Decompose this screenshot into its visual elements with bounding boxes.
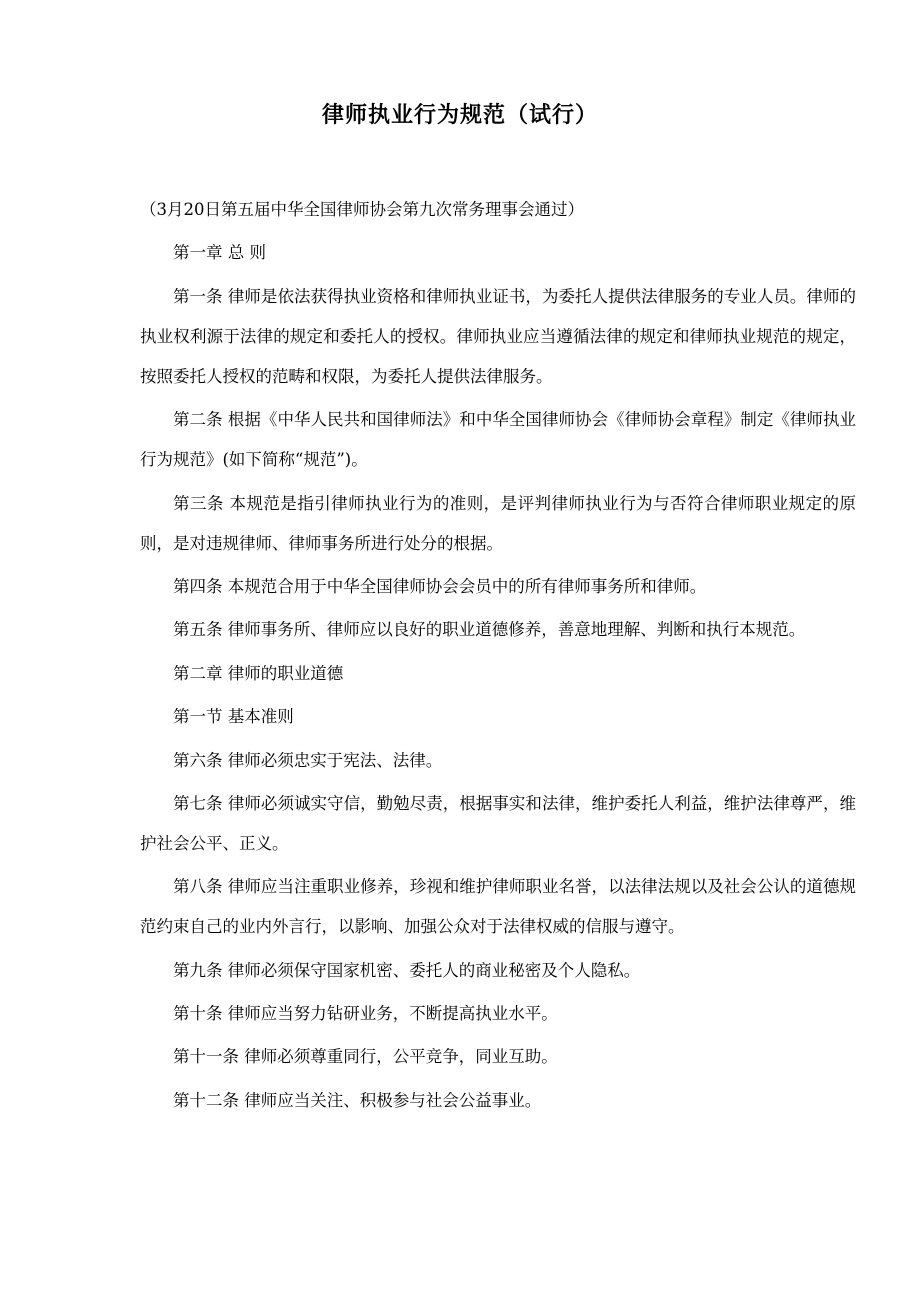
article-paragraph: 第七条 律师必须诚实守信，勤勉尽责，根据事实和法律，维护委托人利益，维护法律尊严，维护社会公平、正义。 xyxy=(140,793,856,853)
article-paragraph: 第十条 律师应当努力钻研业务，不断提高执业水平。 xyxy=(173,1004,558,1024)
article-paragraph: 第八条 律师应当注重职业修养，珍视和维护律师职业名誉，以法律法规以及社会公认的道德规范约束自己的业内外言行，以影响、加强公众对于法律权威的信服与遵守。 xyxy=(140,877,856,937)
article-paragraph: 第六条 律师必须忠实于宪法、法律。 xyxy=(173,750,443,770)
article-paragraph: 第一条 律师是依法获得执业资格和律师执业证书，为委托人提供法律服务的专业人员。律师的执业权利源于法律的规定和委托人的授权。律师执业应当遵循法律的规定和律师执业规范的规定，按照委托人授权的范畴和权限，为委托人提供法律服务。 xyxy=(140,286,856,386)
article-paragraph: 第三条 本规范是指引律师执业行为的准则，是评判律师执业行为与否符合律师职业规定的原则，是对违规律师、律师事务所进行处分的根据。 xyxy=(140,493,856,553)
article-paragraph: 第十一条 律师必须尊重同行，公平竞争，同业互助。 xyxy=(173,1047,558,1067)
article-paragraph: 第十二条 律师应当关注、积极参与社会公益事业。 xyxy=(173,1090,542,1110)
document-subtitle: （3月20日第五届中华全国律师协会第九次常务理事会通过） xyxy=(140,200,584,219)
section-heading: 第一节 基本准则 xyxy=(173,707,294,727)
chapter-heading: 第一章 总 则 xyxy=(173,243,266,263)
document-body xyxy=(140,190,856,1124)
article-paragraph: 第五条 律师事务所、律师应以良好的职业道德修养，善意地理解、判断和执行本规范。 xyxy=(173,620,806,640)
article-paragraph: 第九条 律师必须保守国家机密、委托人的商业秘密及个人隐私。 xyxy=(173,960,641,980)
document-title: 律师执业行为规范（试行） xyxy=(321,103,598,128)
article-paragraph: 第二条 根据《中华人民共和国律师法》和中华全国律师协会《律师协会章程》制定《律师执业行为规范》(如下简称“规范”)。 xyxy=(140,410,856,470)
chapter-heading: 第二章 律师的职业道德 xyxy=(173,663,344,683)
article-paragraph: 第四条 本规范合用于中华全国律师协会会员中的所有律师事务所和律师。 xyxy=(173,576,707,596)
